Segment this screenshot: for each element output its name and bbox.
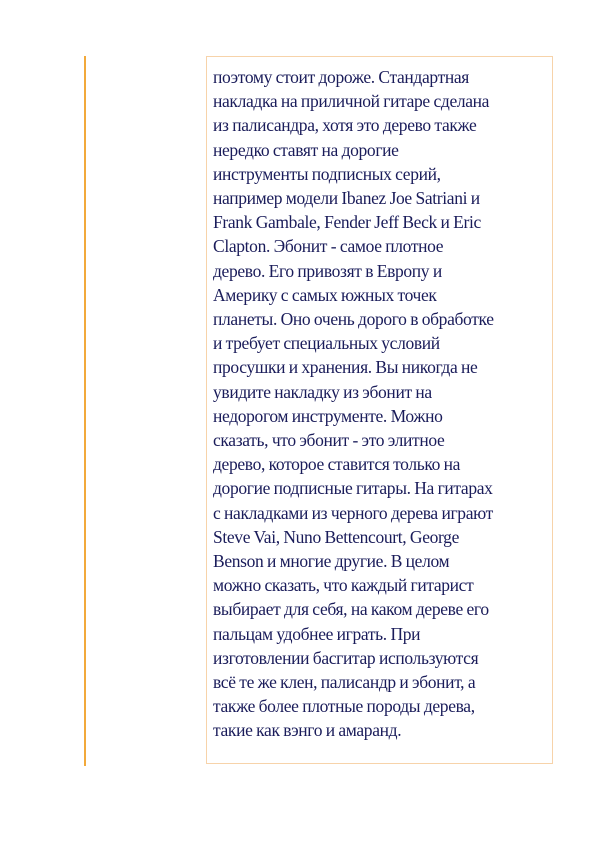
text-line: просушки и хранения. Вы никогда не: [213, 357, 478, 378]
text-line: нередко ставят на дорогие: [213, 139, 399, 160]
text-line: сказать, что эбонит - это элитное: [213, 430, 445, 451]
text-line: и требует специальных условий: [213, 333, 440, 354]
text-line: дерево, которое ставится только на: [213, 454, 461, 475]
text-line: дорогие подписные гитары. На гитарах: [213, 478, 493, 499]
text-line: дерево. Его привозят в Европу и: [213, 260, 442, 281]
text-line: Benson и многие другие. В целом: [213, 551, 450, 572]
text-line: с накладками из черного дерева играют: [213, 502, 493, 523]
text-line: из палисандра, хотя это дерево также: [213, 115, 477, 136]
text-line: также более плотные породы дерева,: [213, 696, 475, 717]
text-line: пальцам удобнее играть. При: [213, 623, 421, 644]
text-line: выбирает для себя, на каком дереве его: [213, 599, 489, 620]
text-line: Frank Gambale, Fender Jeff Beck и Eric: [213, 212, 481, 233]
text-frame: [206, 56, 553, 764]
text-line: инструменты подписных серий,: [213, 163, 441, 184]
text-line: недорогом инструменте. Можно: [213, 405, 443, 426]
text-line: Америку с самых южных точек: [213, 284, 437, 305]
text-line: планеты. Оно очень дорого в обработке: [213, 309, 494, 330]
text-line: например модели Ibanez Joe Satriani и: [213, 188, 480, 209]
text-line: увидите накладку из эбонит на: [213, 381, 432, 402]
text-line: такие как вэнго и амаранд.: [213, 720, 402, 741]
body-paragraph: [213, 65, 548, 743]
text-line: всё те же клен, палисандр и эбонит, а: [213, 672, 476, 693]
text-line: можно сказать, что каждый гитарист: [213, 575, 474, 596]
text-line: поэтому стоит дороже. Стандартная: [213, 67, 469, 87]
text-line: накладка на приличной гитаре сделана: [213, 91, 490, 112]
text-line: Steve Vai, Nuno Bettencourt, George: [213, 526, 460, 547]
margin-rule: [84, 56, 86, 766]
text-line: изготовлении басгитар используются: [213, 647, 479, 668]
text-line: Clapton. Эбонит - самое плотное: [213, 236, 444, 257]
